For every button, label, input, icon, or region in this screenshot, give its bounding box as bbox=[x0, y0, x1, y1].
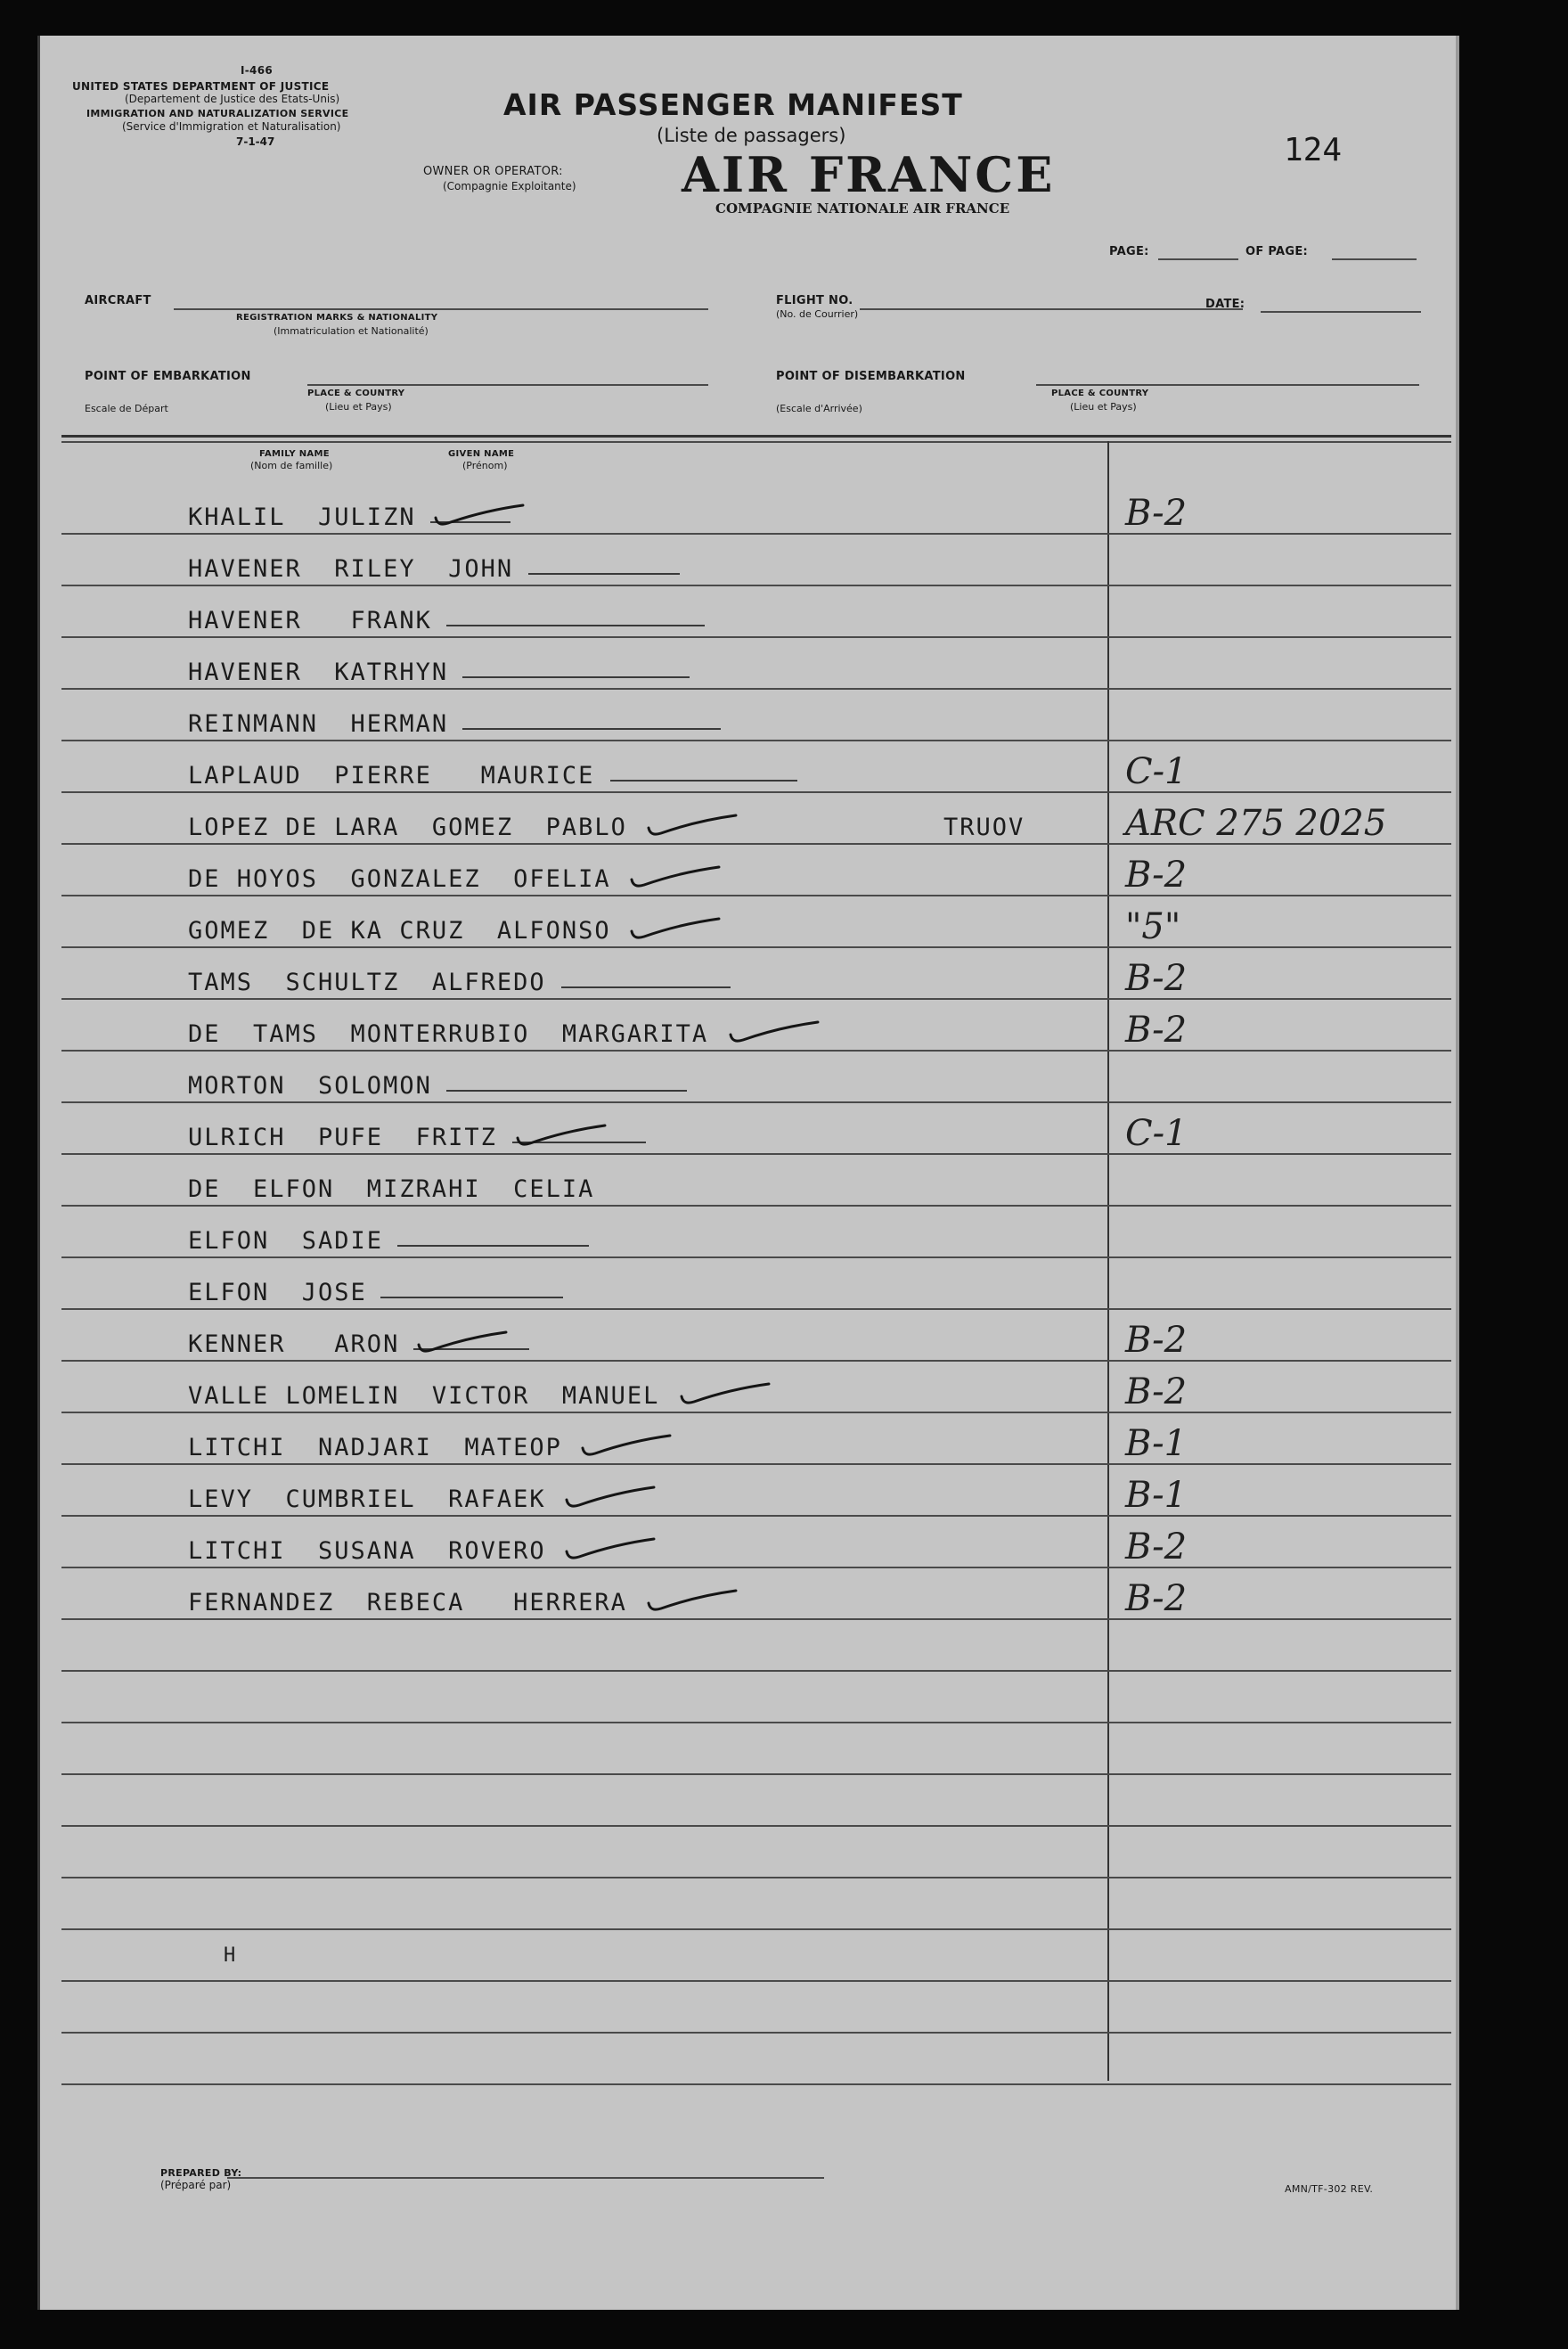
family-name-header-fr: (Nom de famille) bbox=[250, 460, 333, 471]
passenger-name: LEVY CUMBRIEL RAFAEK bbox=[188, 1486, 546, 1513]
visa-class-note: B-2 bbox=[1125, 1526, 1188, 1567]
row-rule bbox=[61, 1877, 1451, 1878]
table-row bbox=[40, 710, 1457, 762]
row-rule bbox=[61, 1825, 1451, 1827]
visa-class-note: B-2 bbox=[1125, 1578, 1188, 1619]
row-rule bbox=[61, 1773, 1451, 1775]
check-mark-icon bbox=[725, 1015, 823, 1051]
passenger-name: KHALIL JULIZN bbox=[188, 503, 416, 531]
prepared-by-label-fr: (Préparé par) bbox=[160, 2179, 232, 2191]
passenger-name: HAVENER KATRHYN bbox=[188, 659, 449, 686]
table-row bbox=[40, 1010, 1457, 1072]
passenger-name: MORTON SOLOMON bbox=[188, 1072, 432, 1100]
date-blank bbox=[1261, 311, 1421, 313]
visa-class-note: B-1 bbox=[1125, 1475, 1188, 1516]
page-blank bbox=[1158, 258, 1238, 260]
table-row bbox=[40, 1113, 1457, 1175]
row-rule bbox=[61, 1928, 1451, 1930]
name-blank-line bbox=[397, 1245, 589, 1247]
owner-label: OWNER OR OPERATOR: bbox=[423, 165, 563, 178]
visa-class-note: B-2 bbox=[1125, 1320, 1188, 1361]
aircraft-label: AIRCRAFT bbox=[85, 294, 151, 307]
disembarkation-label: POINT OF DISEMBARKATION bbox=[776, 370, 966, 383]
registration-label: REGISTRATION MARKS & NATIONALITY bbox=[236, 313, 438, 323]
family-name-header: FAMILY NAME bbox=[259, 449, 330, 459]
department-line: UNITED STATES DEPARTMENT OF JUSTICE bbox=[72, 80, 330, 93]
passenger-name: REINMANN HERMAN bbox=[188, 710, 449, 738]
visa-class-note: ARC 275 2025 bbox=[1125, 803, 1387, 844]
table-row bbox=[40, 1072, 1457, 1124]
passenger-name: ULRICH PUFE FRITZ bbox=[188, 1124, 497, 1151]
visa-class-note: B-2 bbox=[1125, 958, 1188, 999]
check-mark-icon bbox=[561, 1480, 659, 1516]
disembark-place-label-fr: (Lieu et Pays) bbox=[1070, 401, 1137, 413]
name-blank-line bbox=[462, 676, 690, 678]
passenger-name: DE TAMS MONTERRUBIO MARGARITA bbox=[188, 1020, 709, 1048]
page-title-fr: (Liste de passagers) bbox=[657, 125, 846, 146]
check-mark-icon bbox=[626, 912, 724, 947]
check-mark-icon bbox=[643, 808, 741, 844]
passenger-name: DE HOYOS GONZALEZ OFELIA bbox=[188, 865, 611, 893]
passenger-name: ELFON SADIE bbox=[188, 1227, 384, 1255]
footnote-mark: H bbox=[224, 1944, 238, 1967]
table-row bbox=[40, 1175, 1457, 1227]
passenger-name: HAVENER FRANK bbox=[188, 607, 432, 634]
table-top-rule bbox=[61, 435, 1451, 438]
visa-class-note: B-2 bbox=[1125, 855, 1188, 896]
name-blank-line bbox=[561, 986, 731, 988]
embarkation-label: POINT OF EMBARKATION bbox=[85, 370, 251, 383]
aircraft-blank bbox=[174, 308, 708, 310]
name-blank-line bbox=[446, 1090, 687, 1092]
check-mark-icon bbox=[676, 1377, 774, 1412]
given-name-header-fr: (Prénom) bbox=[462, 460, 508, 471]
table-row bbox=[40, 1320, 1457, 1382]
airline-name: AIR FRANCE bbox=[682, 146, 1056, 203]
table-row bbox=[40, 1279, 1457, 1330]
check-mark-icon bbox=[512, 1118, 610, 1154]
table-top-rule-2 bbox=[61, 441, 1451, 443]
disembarkation-blank bbox=[1036, 384, 1419, 386]
form-date: 7-1-47 bbox=[236, 135, 275, 148]
page-number: 124 bbox=[1284, 132, 1343, 168]
table-row bbox=[40, 607, 1457, 659]
passenger-name: DE ELFON MIZRAHI CELIA bbox=[188, 1175, 595, 1203]
flight-label: FLIGHT NO. bbox=[776, 294, 853, 307]
table-row bbox=[40, 659, 1457, 710]
airline-full-name: COMPAGNIE NATIONALE AIR FRANCE bbox=[715, 201, 1010, 217]
table-row bbox=[40, 803, 1457, 865]
passenger-name: FERNANDEZ REBECA HERRERA bbox=[188, 1589, 627, 1616]
disembarkation-label-fr: (Escale d'Arrivée) bbox=[776, 403, 862, 414]
visa-class-note: B-2 bbox=[1125, 493, 1188, 534]
date-label: DATE: bbox=[1205, 298, 1245, 311]
passenger-name: TAMS SCHULTZ ALFREDO bbox=[188, 969, 546, 996]
visa-class-note: B-2 bbox=[1125, 1010, 1188, 1051]
check-mark-icon bbox=[561, 1532, 659, 1567]
page-label: PAGE: bbox=[1109, 245, 1149, 258]
row-rule bbox=[61, 1670, 1451, 1672]
prepared-by-label: PREPARED BY: bbox=[160, 2167, 242, 2179]
visa-class-note: C-1 bbox=[1125, 1113, 1188, 1154]
table-row bbox=[40, 906, 1457, 969]
name-blank-line bbox=[528, 573, 680, 575]
visa-class-note: B-1 bbox=[1125, 1423, 1188, 1464]
table-row bbox=[40, 555, 1457, 607]
table-row bbox=[40, 1423, 1457, 1486]
embarkation-blank bbox=[307, 384, 708, 386]
table-row bbox=[40, 1475, 1457, 1537]
row-rule bbox=[61, 1722, 1451, 1723]
check-mark-icon bbox=[643, 1584, 741, 1619]
department-line-fr: (Departement de Justice des Etats-Unis) bbox=[125, 93, 340, 105]
row-rule bbox=[61, 2032, 1451, 2034]
table-row bbox=[40, 1227, 1457, 1279]
table-row bbox=[40, 855, 1457, 917]
passenger-name: LITCHI SUSANA ROVERO bbox=[188, 1537, 546, 1565]
check-mark-icon bbox=[577, 1428, 675, 1464]
visa-class-note: C-1 bbox=[1125, 751, 1188, 792]
prepared-by-blank bbox=[227, 2177, 824, 2179]
passenger-name: LOPEZ DE LARA GOMEZ PABLO bbox=[188, 814, 627, 841]
disembark-place-label: PLACE & COUNTRY bbox=[1051, 389, 1149, 398]
flight-blank bbox=[860, 308, 1243, 310]
visa-class-note: B-2 bbox=[1125, 1371, 1188, 1412]
form-number: I-466 bbox=[241, 64, 273, 77]
name-blank-line bbox=[446, 625, 705, 626]
manifest-sheet bbox=[37, 36, 1459, 2310]
passenger-name: VALLE LOMELIN VICTOR MANUEL bbox=[188, 1382, 660, 1410]
of-page-blank bbox=[1332, 258, 1417, 260]
form-code: AMN/TF-302 REV. bbox=[1285, 2183, 1374, 2195]
service-line: IMMIGRATION AND NATURALIZATION SERVICE bbox=[86, 108, 349, 119]
table-row bbox=[40, 1578, 1457, 1641]
table-row bbox=[40, 1371, 1457, 1434]
name-blank-line bbox=[610, 780, 797, 782]
visa-class-note: "5" bbox=[1125, 906, 1181, 947]
table-row bbox=[40, 493, 1457, 555]
page-title: AIR PASSENGER MANIFEST bbox=[503, 87, 963, 122]
flight-label-fr: (No. de Courrier) bbox=[776, 308, 859, 320]
passenger-name: HAVENER RILEY JOHN bbox=[188, 555, 514, 583]
check-mark-icon bbox=[626, 860, 724, 896]
passenger-extra: TRUOV bbox=[943, 814, 1025, 841]
embark-place-label-fr: (Lieu et Pays) bbox=[325, 401, 392, 413]
service-line-fr: (Service d'Immigration et Naturalisation) bbox=[122, 120, 341, 133]
passenger-name: GOMEZ DE KA CRUZ ALFONSO bbox=[188, 917, 611, 945]
passenger-name: LAPLAUD PIERRE MAURICE bbox=[188, 762, 595, 790]
row-rule bbox=[61, 2083, 1451, 2085]
given-name-header: GIVEN NAME bbox=[448, 449, 515, 459]
row-rule bbox=[61, 1980, 1451, 1982]
passenger-name: ELFON JOSE bbox=[188, 1279, 367, 1306]
owner-label-fr: (Compagnie Exploitante) bbox=[443, 180, 576, 192]
embarkation-label-fr: Escale de Départ bbox=[85, 403, 168, 414]
name-blank-line bbox=[462, 728, 721, 730]
of-page-label: OF PAGE: bbox=[1245, 245, 1309, 258]
embark-place-label: PLACE & COUNTRY bbox=[307, 389, 405, 398]
table-row bbox=[40, 958, 1457, 1020]
check-mark-icon bbox=[430, 498, 528, 534]
check-mark-icon bbox=[413, 1325, 511, 1361]
passenger-name: KENNER ARON bbox=[188, 1330, 400, 1358]
registration-label-fr: (Immatriculation et Nationalité) bbox=[274, 325, 429, 337]
name-blank-line bbox=[380, 1297, 563, 1298]
table-row bbox=[40, 1526, 1457, 1589]
passenger-name: LITCHI NADJARI MATEOP bbox=[188, 1434, 562, 1461]
